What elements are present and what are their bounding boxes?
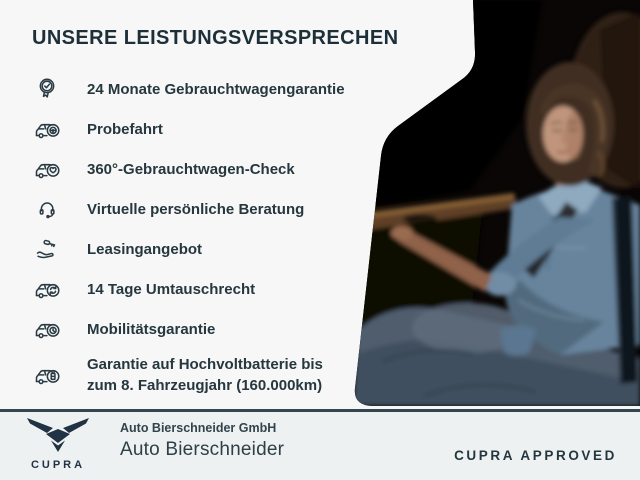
cupra-emblem-icon xyxy=(25,417,91,453)
benefit-row xyxy=(32,274,345,304)
cupra-logo xyxy=(24,417,92,471)
benefit-label: Mobilitätsgarantie xyxy=(87,320,216,338)
benefit-row xyxy=(32,194,345,224)
car-heart-icon xyxy=(32,154,62,184)
dealer-name-small: Auto Bierschneider GmbH xyxy=(120,421,277,435)
benefit-label xyxy=(87,354,323,396)
car-steering-icon xyxy=(32,114,62,144)
dealer-name-large: Auto Bierschneider xyxy=(120,439,285,460)
car-clock-icon xyxy=(32,314,62,344)
headset-icon xyxy=(32,194,62,224)
benefit-label: 360°-Gebrauchtwagen-Check xyxy=(87,160,295,178)
benefit-label-line2: zum 8. Fahrzeugjahr (160.000km) xyxy=(87,377,323,394)
car-battery-icon xyxy=(32,360,62,390)
page-title: UNSERE LEISTUNGSVERSPRECHEN xyxy=(32,27,399,49)
benefit-row xyxy=(32,154,345,184)
benefit-label: Virtuelle persönliche Beratung xyxy=(87,200,305,218)
badge-check-icon xyxy=(32,74,62,104)
benefit-label: 14 Tage Umtauschrecht xyxy=(87,280,256,298)
benefit-row xyxy=(32,234,345,264)
benefit-label: 24 Monate Gebrauchtwagengarantie xyxy=(87,80,345,98)
car-refresh-icon xyxy=(32,274,62,304)
cupra-approved-label: CUPRA APPROVED xyxy=(454,448,617,463)
benefit-label: Leasingangebot xyxy=(87,240,203,258)
dealer-block xyxy=(120,421,284,461)
benefit-row xyxy=(32,314,345,344)
cupra-wordmark: CUPRA xyxy=(30,459,86,471)
footer xyxy=(0,409,640,480)
rear-seat-photo xyxy=(340,0,640,406)
benefit-list xyxy=(32,74,345,396)
hand-key-icon xyxy=(32,234,62,264)
benefit-row xyxy=(32,354,345,396)
benefit-row xyxy=(32,74,345,104)
benefit-label-line1: Garantie auf Hochvoltbatterie bis xyxy=(87,356,323,373)
benefit-label: Probefahrt xyxy=(87,120,163,138)
benefit-row xyxy=(32,114,345,144)
